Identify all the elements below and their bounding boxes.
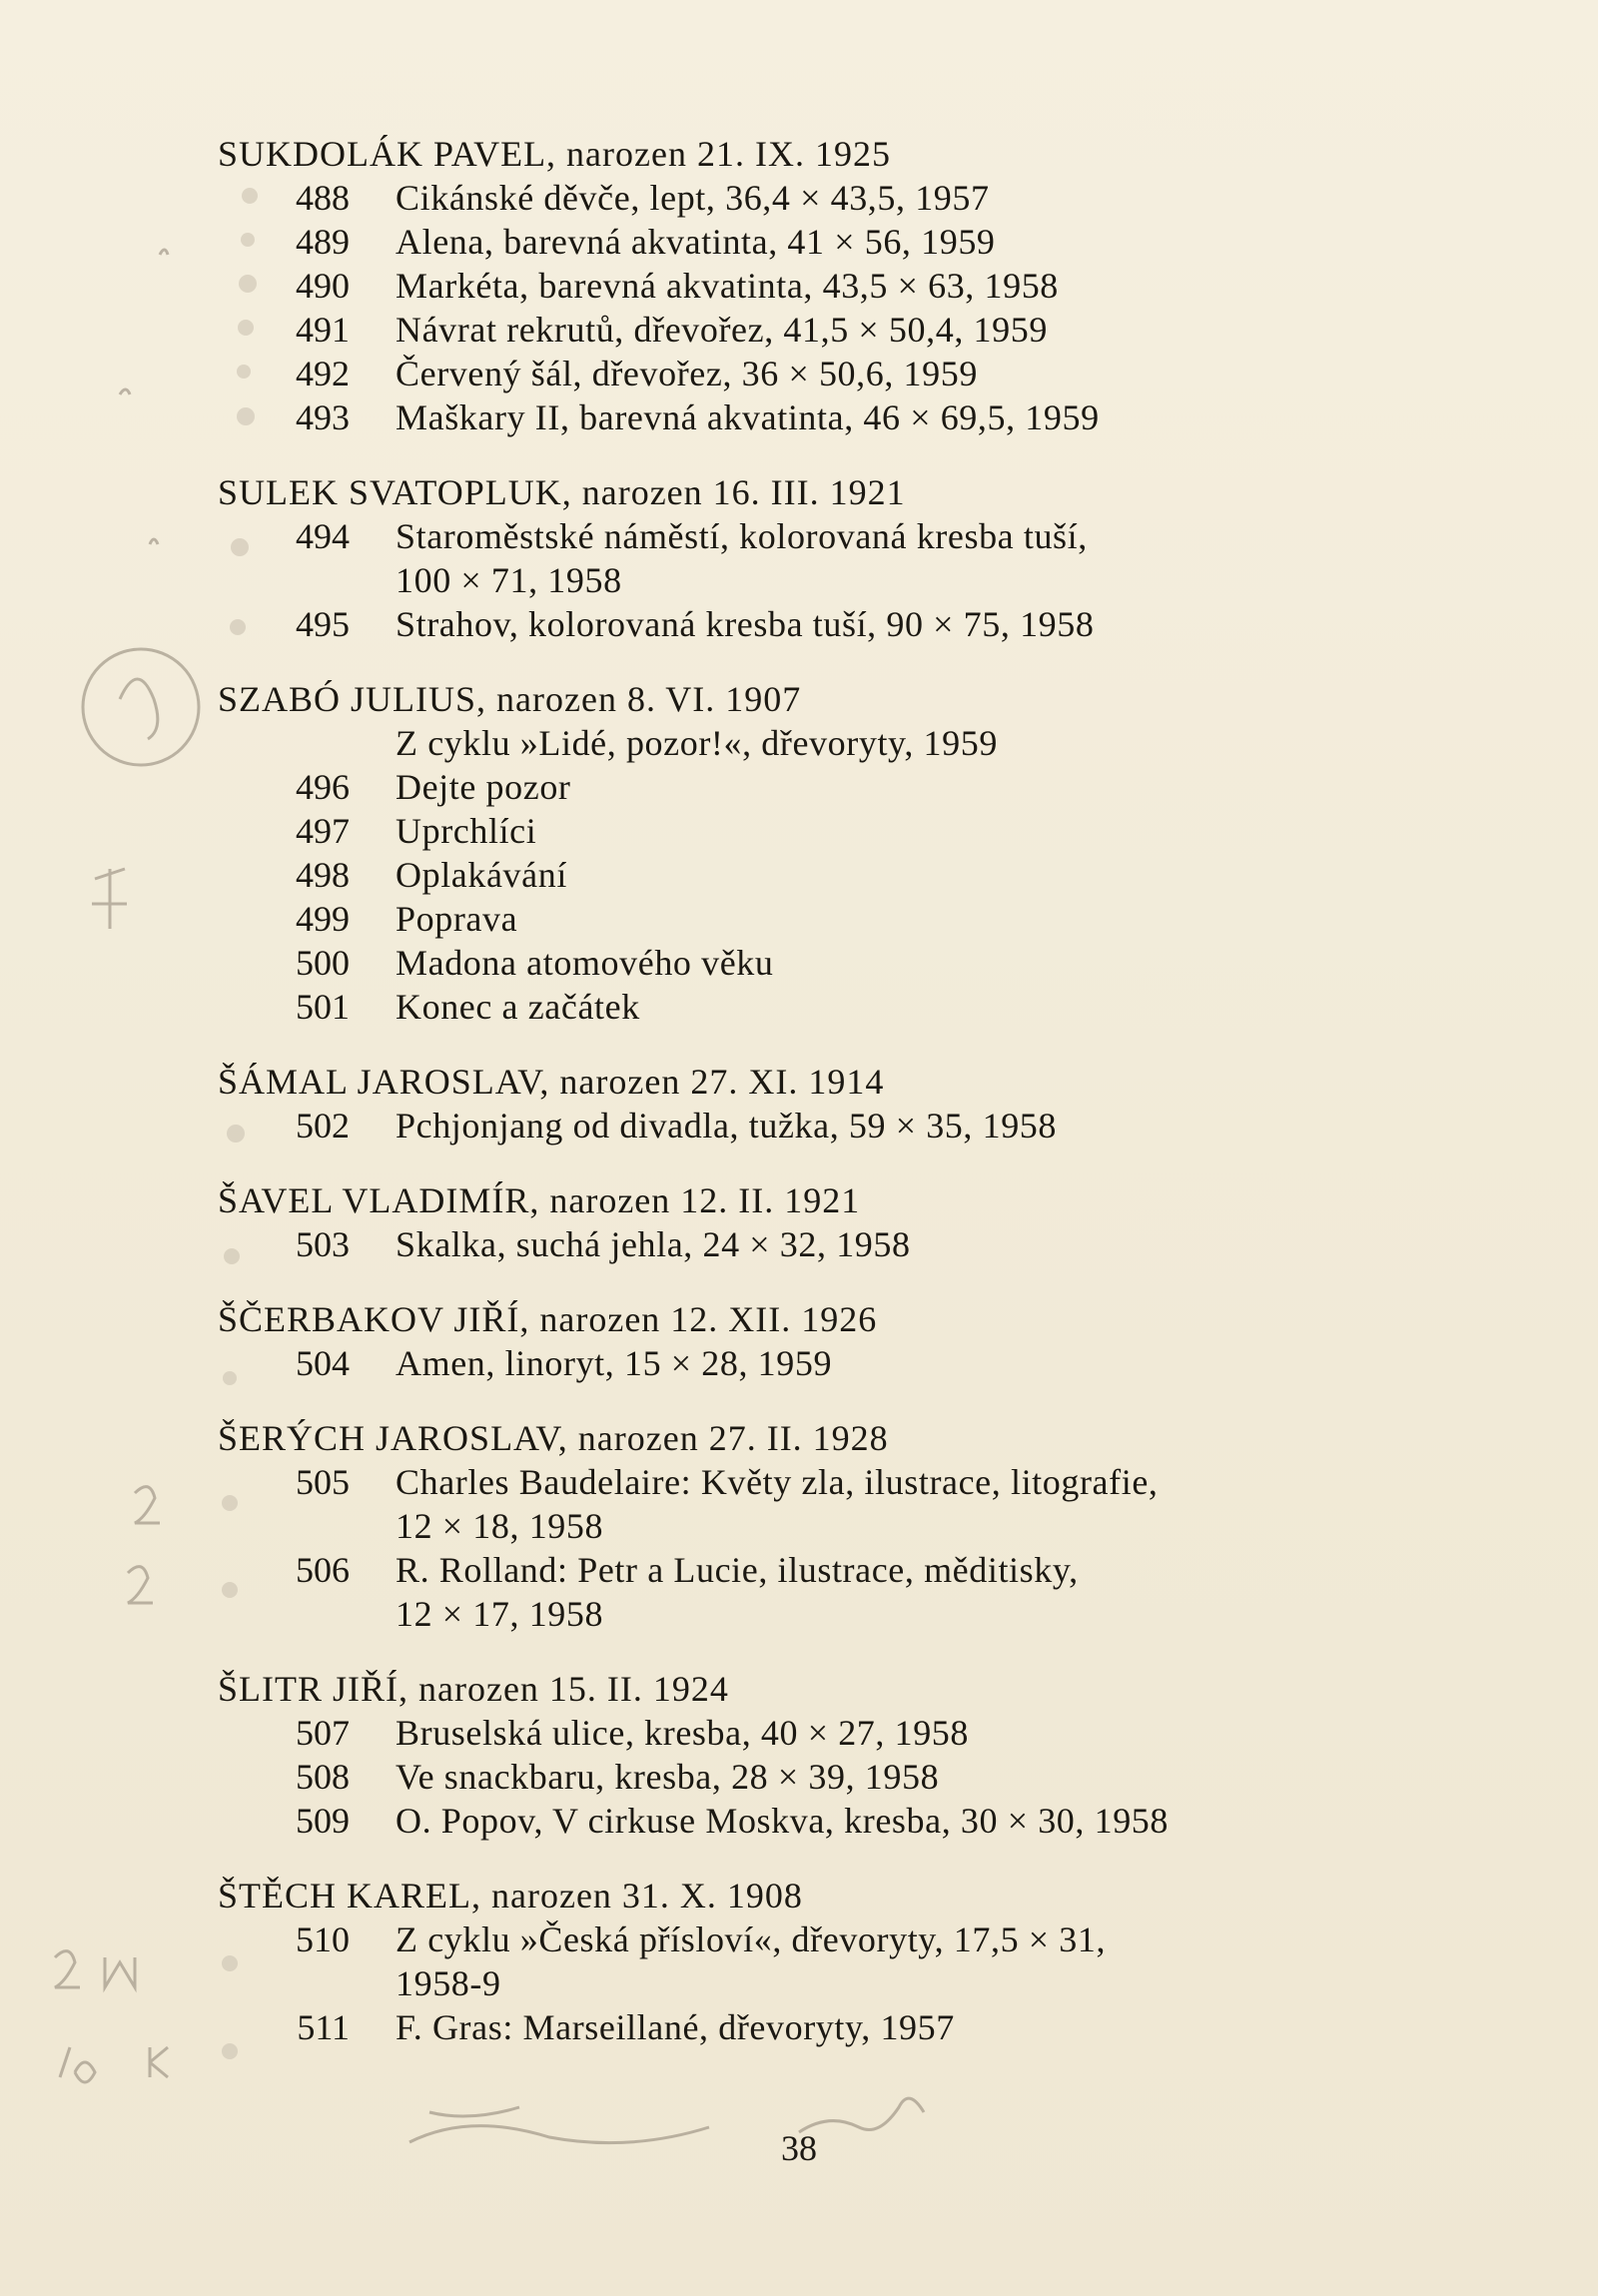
entry-description: Staroměstské náměstí, kolorovaná kresba tuší, 100 × 71, 1958 [396,516,1088,600]
entry-number: 511 [297,2007,350,2047]
margin-2m-mark [55,1951,135,1987]
entry-number: 489 [296,222,350,262]
artist-heading: ŠČERBAKOV JIŘÍ, narozen 12. XII. 1926 [218,1299,878,1339]
entry-number: 498 [296,855,350,895]
entry-number: 510 [296,1919,350,1959]
margin-two-mark-2 [128,1567,153,1603]
entry-description: Maškary II, barevná akvatinta, 46 × 69,5, 1959 [396,397,1100,437]
margin-r-marks [120,250,168,544]
catalog-entry [218,1711,1416,1755]
entry-description: Markéta, barevná akvatinta, 43,5 × 63, 1958 [396,266,1059,306]
catalog-entry [218,176,1416,220]
catalog-entry [218,985,1416,1029]
catalog-entry [218,897,1416,941]
entry-number: 499 [296,899,350,939]
artist-section [218,1874,1416,2049]
entry-description: Oplakávání [396,855,567,895]
entry-number: 490 [296,266,350,306]
artist-section [218,1060,1416,1148]
entry-number: 507 [296,1713,350,1753]
entry-description: Z cyklu »Lidé, pozor!«, dřevoryty, 1959 [396,723,998,763]
catalog-entry [218,514,1416,602]
entry-description: Madona atomového věku [396,943,774,983]
entry-description: Amen, linoryt, 15 × 28, 1959 [396,1343,833,1383]
catalog-entry [218,1755,1416,1799]
entry-number: 488 [296,178,350,218]
entry-number: 493 [296,397,350,437]
catalog-entry [218,1104,1416,1148]
entry-number: 491 [296,310,350,350]
entry-description: Z cyklu »Česká přísloví«, dřevoryty, 17,5 × 31, 1958-9 [396,1919,1107,2003]
entry-description: Alena, barevná akvatinta, 41 × 56, 1959 [396,222,996,262]
artist-heading: ŠÁMAL JAROSLAV, narozen 27. XI. 1914 [218,1062,885,1102]
artist-heading: ŠAVEL VLADIMÍR, narozen 12. II. 1921 [218,1180,861,1220]
catalog-entry [218,1917,1416,2005]
catalog-entry [218,220,1416,264]
catalog-entry [218,1222,1416,1266]
entry-number: 500 [296,943,350,983]
catalog-entry [218,941,1416,985]
catalog-entry [218,264,1416,308]
catalog-entry [218,721,1416,765]
artist-section [218,1178,1416,1266]
catalog-entry [218,1548,1416,1636]
artist-section [218,677,1416,1029]
catalog-entry [218,1341,1416,1385]
catalog-entry [218,1799,1416,1843]
entry-number: 496 [296,767,350,807]
page-number: 38 [781,2128,817,2168]
entry-number: 509 [296,1801,350,1841]
entry-number: 503 [296,1224,350,1264]
margin-fo-mark [60,2047,168,2082]
entry-number: 502 [296,1106,350,1146]
entry-number: 497 [296,811,350,851]
artist-section [218,1297,1416,1385]
margin-plus-mark [92,869,127,929]
stamp-scribble-mark [120,679,158,739]
artist-section [218,132,1416,439]
entry-description: Cikánské děvče, lept, 36,4 × 43,5, 1957 [396,178,990,218]
entry-number: 504 [296,1343,350,1383]
entry-description: Ve snackbaru, kresba, 28 × 39, 1958 [396,1757,940,1797]
entry-number: 505 [296,1462,350,1502]
catalog-entry [218,602,1416,646]
catalog-list [218,132,1416,2080]
entry-number: 501 [296,987,350,1027]
artist-section [218,1416,1416,1636]
catalog-entry [218,308,1416,352]
artist-heading: ŠERÝCH JAROSLAV, narozen 27. II. 1928 [218,1418,889,1458]
entry-description: Skalka, suchá jehla, 24 × 32, 1958 [396,1224,911,1264]
catalog-entry [218,853,1416,897]
margin-two-mark [135,1487,160,1523]
catalog-entry [218,765,1416,809]
artist-heading: SULEK SVATOPLUK, narozen 16. III. 1921 [218,472,906,512]
artist-heading: ŠLITR JIŘÍ, narozen 15. II. 1924 [218,1669,729,1709]
entry-number: 506 [296,1550,350,1590]
entry-number: 495 [296,604,350,644]
catalog-entry [218,2005,1416,2049]
artist-section [218,470,1416,646]
artist-section [218,1667,1416,1843]
entry-description: Charles Baudelaire: Květy zla, ilustrace, litografie, 12 × 18, 1958 [396,1462,1159,1546]
entry-description: Strahov, kolorovaná kresba tuší, 90 × 75, 1958 [396,604,1095,644]
entry-description: Poprava [396,899,518,939]
entry-description: Dejte pozor [396,767,571,807]
entry-description: Návrat rekrutů, dřevořez, 41,5 × 50,4, 1959 [396,310,1048,350]
entry-number: 508 [296,1757,350,1797]
catalog-entry [218,1460,1416,1548]
entry-description: Pchjonjang od divadla, tužka, 59 × 35, 1958 [396,1106,1058,1146]
entry-description: Bruselská ulice, kresba, 40 × 27, 1958 [396,1713,969,1753]
artist-heading: SUKDOLÁK PAVEL, narozen 21. IX. 1925 [218,134,891,174]
entry-number [218,721,396,765]
entry-number: 492 [296,354,350,393]
catalog-entry [218,352,1416,395]
entry-description: Uprchlíci [396,811,537,851]
catalog-entry [218,809,1416,853]
entry-description: O. Popov, V cirkuse Moskva, kresba, 30 × 30, 1958 [396,1801,1169,1841]
catalog-entry [218,395,1416,439]
artist-heading: SZABÓ JULIUS, narozen 8. VI. 1907 [218,679,802,719]
stamp-circle-mark [83,649,199,765]
entry-description: R. Rolland: Petr a Lucie, ilustrace, měditisky, 12 × 17, 1958 [396,1550,1079,1634]
artist-heading: ŠTĚCH KAREL, narozen 31. X. 1908 [218,1876,803,1915]
entry-number: 494 [296,516,350,556]
entry-description: Červený šál, dřevořez, 36 × 50,6, 1959 [396,354,978,393]
entry-description: F. Gras: Marseillané, dřevoryty, 1957 [396,2007,955,2047]
entry-description: Konec a začátek [396,987,640,1027]
